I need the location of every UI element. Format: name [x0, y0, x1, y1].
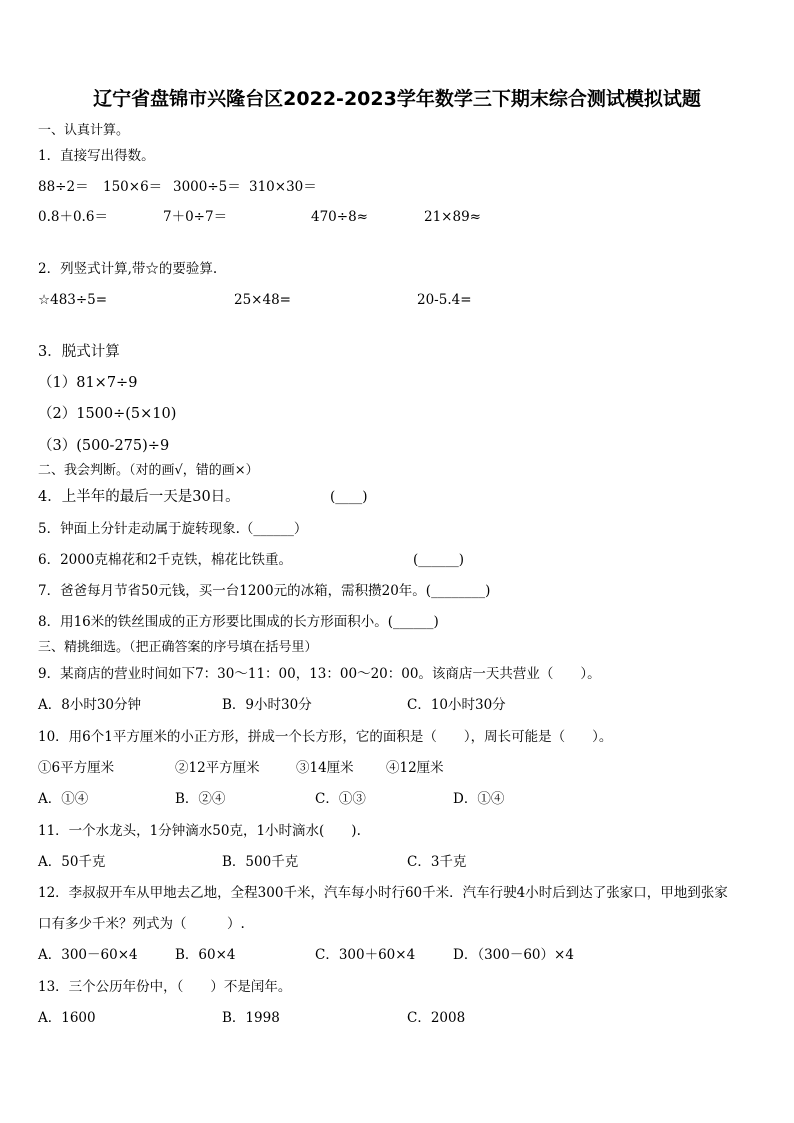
q1-expr: 150×6＝: [103, 179, 163, 195]
q9-option-c[interactable]: C．10小时30分: [407, 697, 506, 713]
q3-stem: 3．脱式计算: [38, 344, 120, 360]
q3-item: （1）81×7÷9: [38, 375, 138, 391]
q13-option-c[interactable]: C．2008: [407, 1010, 466, 1026]
q6-answer-blank[interactable]: (______): [413, 552, 465, 568]
q3-item: （2）1500÷(5×10): [38, 406, 177, 422]
q4-answer-blank[interactable]: (____): [330, 489, 368, 505]
q10-option-c[interactable]: C．①③: [315, 791, 366, 807]
q12-option-a[interactable]: A．300－60×4: [38, 947, 138, 963]
q1-expr: 3000÷5＝: [173, 179, 241, 195]
q1-stem: 1．直接写出得数。: [38, 148, 155, 164]
q12-option-b[interactable]: B．60×4: [175, 947, 236, 963]
q10-choice: ④12厘米: [386, 760, 444, 776]
q9-stem: 9．某商店的营业时间如下7：30～11：00，13：00～20：00。该商店一天共营业（ ）。: [38, 666, 601, 682]
q12-option-d[interactable]: D．（300－60）×4: [453, 947, 574, 963]
q2-item: 25×48=: [234, 292, 291, 308]
q6-text: 6．2000克棉花和2千克铁，棉花比铁重。: [38, 552, 293, 568]
q10-option-d[interactable]: D．①④: [453, 791, 505, 807]
q7-text: 7．爸爸每月节省50元钱，买一台1200元的冰箱，需积攒20年。(________): [38, 583, 491, 599]
page-title: 辽宁省盘锦市兴隆台区2022-2023学年数学三下期末综合测试模拟试题: [93, 88, 701, 110]
q13-option-a[interactable]: A．1600: [38, 1010, 96, 1026]
q9-option-b[interactable]: B．9小时30分: [222, 697, 312, 713]
q10-stem: 10．用6个1平方厘米的小正方形，拼成一个长方形，它的面积是（ ），周长可能是（ ）。: [38, 729, 613, 745]
section-2-heading: 二、我会判断。（对的画√，错的画×）: [38, 463, 259, 478]
q1-expr: 88÷2＝: [38, 179, 89, 195]
q1-expr: 0.8＋0.6＝: [38, 209, 108, 225]
q11-option-a[interactable]: A．50千克: [38, 854, 106, 870]
q10-choice: ①6平方厘米: [38, 760, 115, 776]
q1-expr: 310×30＝: [249, 179, 317, 195]
q13-stem: 13．三个公历年份中，（ ）不是闰年。: [38, 979, 292, 995]
q4-text: 4．上半年的最后一天是30日。: [38, 489, 240, 505]
q1-expr: 7＋0÷7＝: [163, 209, 228, 225]
q2-stem: 2．列竖式计算,带☆的要验算.: [38, 261, 218, 277]
section-3-heading: 三、精挑细选。（把正确答案的序号填在括号里）: [38, 640, 318, 655]
q2-item: 20-5.4=: [417, 292, 472, 308]
q11-option-c[interactable]: C．3千克: [407, 854, 467, 870]
q3-item: （3）(500-275)÷9: [38, 438, 170, 454]
q12-option-c[interactable]: C．300＋60×4: [315, 947, 416, 963]
q10-option-b[interactable]: B．②④: [175, 791, 226, 807]
q12-stem-line2: 口有多少千米？列式为（ ）.: [38, 916, 245, 932]
q1-expr: 470÷8≈: [311, 209, 368, 225]
section-1-heading: 一、认真计算。: [38, 123, 130, 138]
q13-option-b[interactable]: B．1998: [222, 1010, 280, 1026]
q5-text: 5．钟面上分针走动属于旋转现象.（______）: [38, 521, 308, 537]
q10-choice: ②12平方厘米: [175, 760, 260, 776]
q10-choice: ③14厘米: [296, 760, 354, 776]
q11-stem: 11．一个水龙头，1分钟滴水50克，1小时滴水( ).: [38, 823, 361, 839]
q12-stem-line1: 12．李叔叔开车从甲地去乙地，全程300千米，汽车每小时行60千米．汽车行驶4小时后到达了张家口，甲地到张家: [38, 885, 728, 901]
q1-expr: 21×89≈: [424, 209, 481, 225]
q8-text: 8．用16米的铁丝围成的正方形要比围成的长方形面积小。(______): [38, 614, 439, 630]
q10-option-a[interactable]: A．①④: [38, 791, 89, 807]
q11-option-b[interactable]: B．500千克: [222, 854, 299, 870]
q9-option-a[interactable]: A．8小时30分钟: [38, 697, 142, 713]
q2-item: ☆483÷5=: [38, 292, 108, 308]
